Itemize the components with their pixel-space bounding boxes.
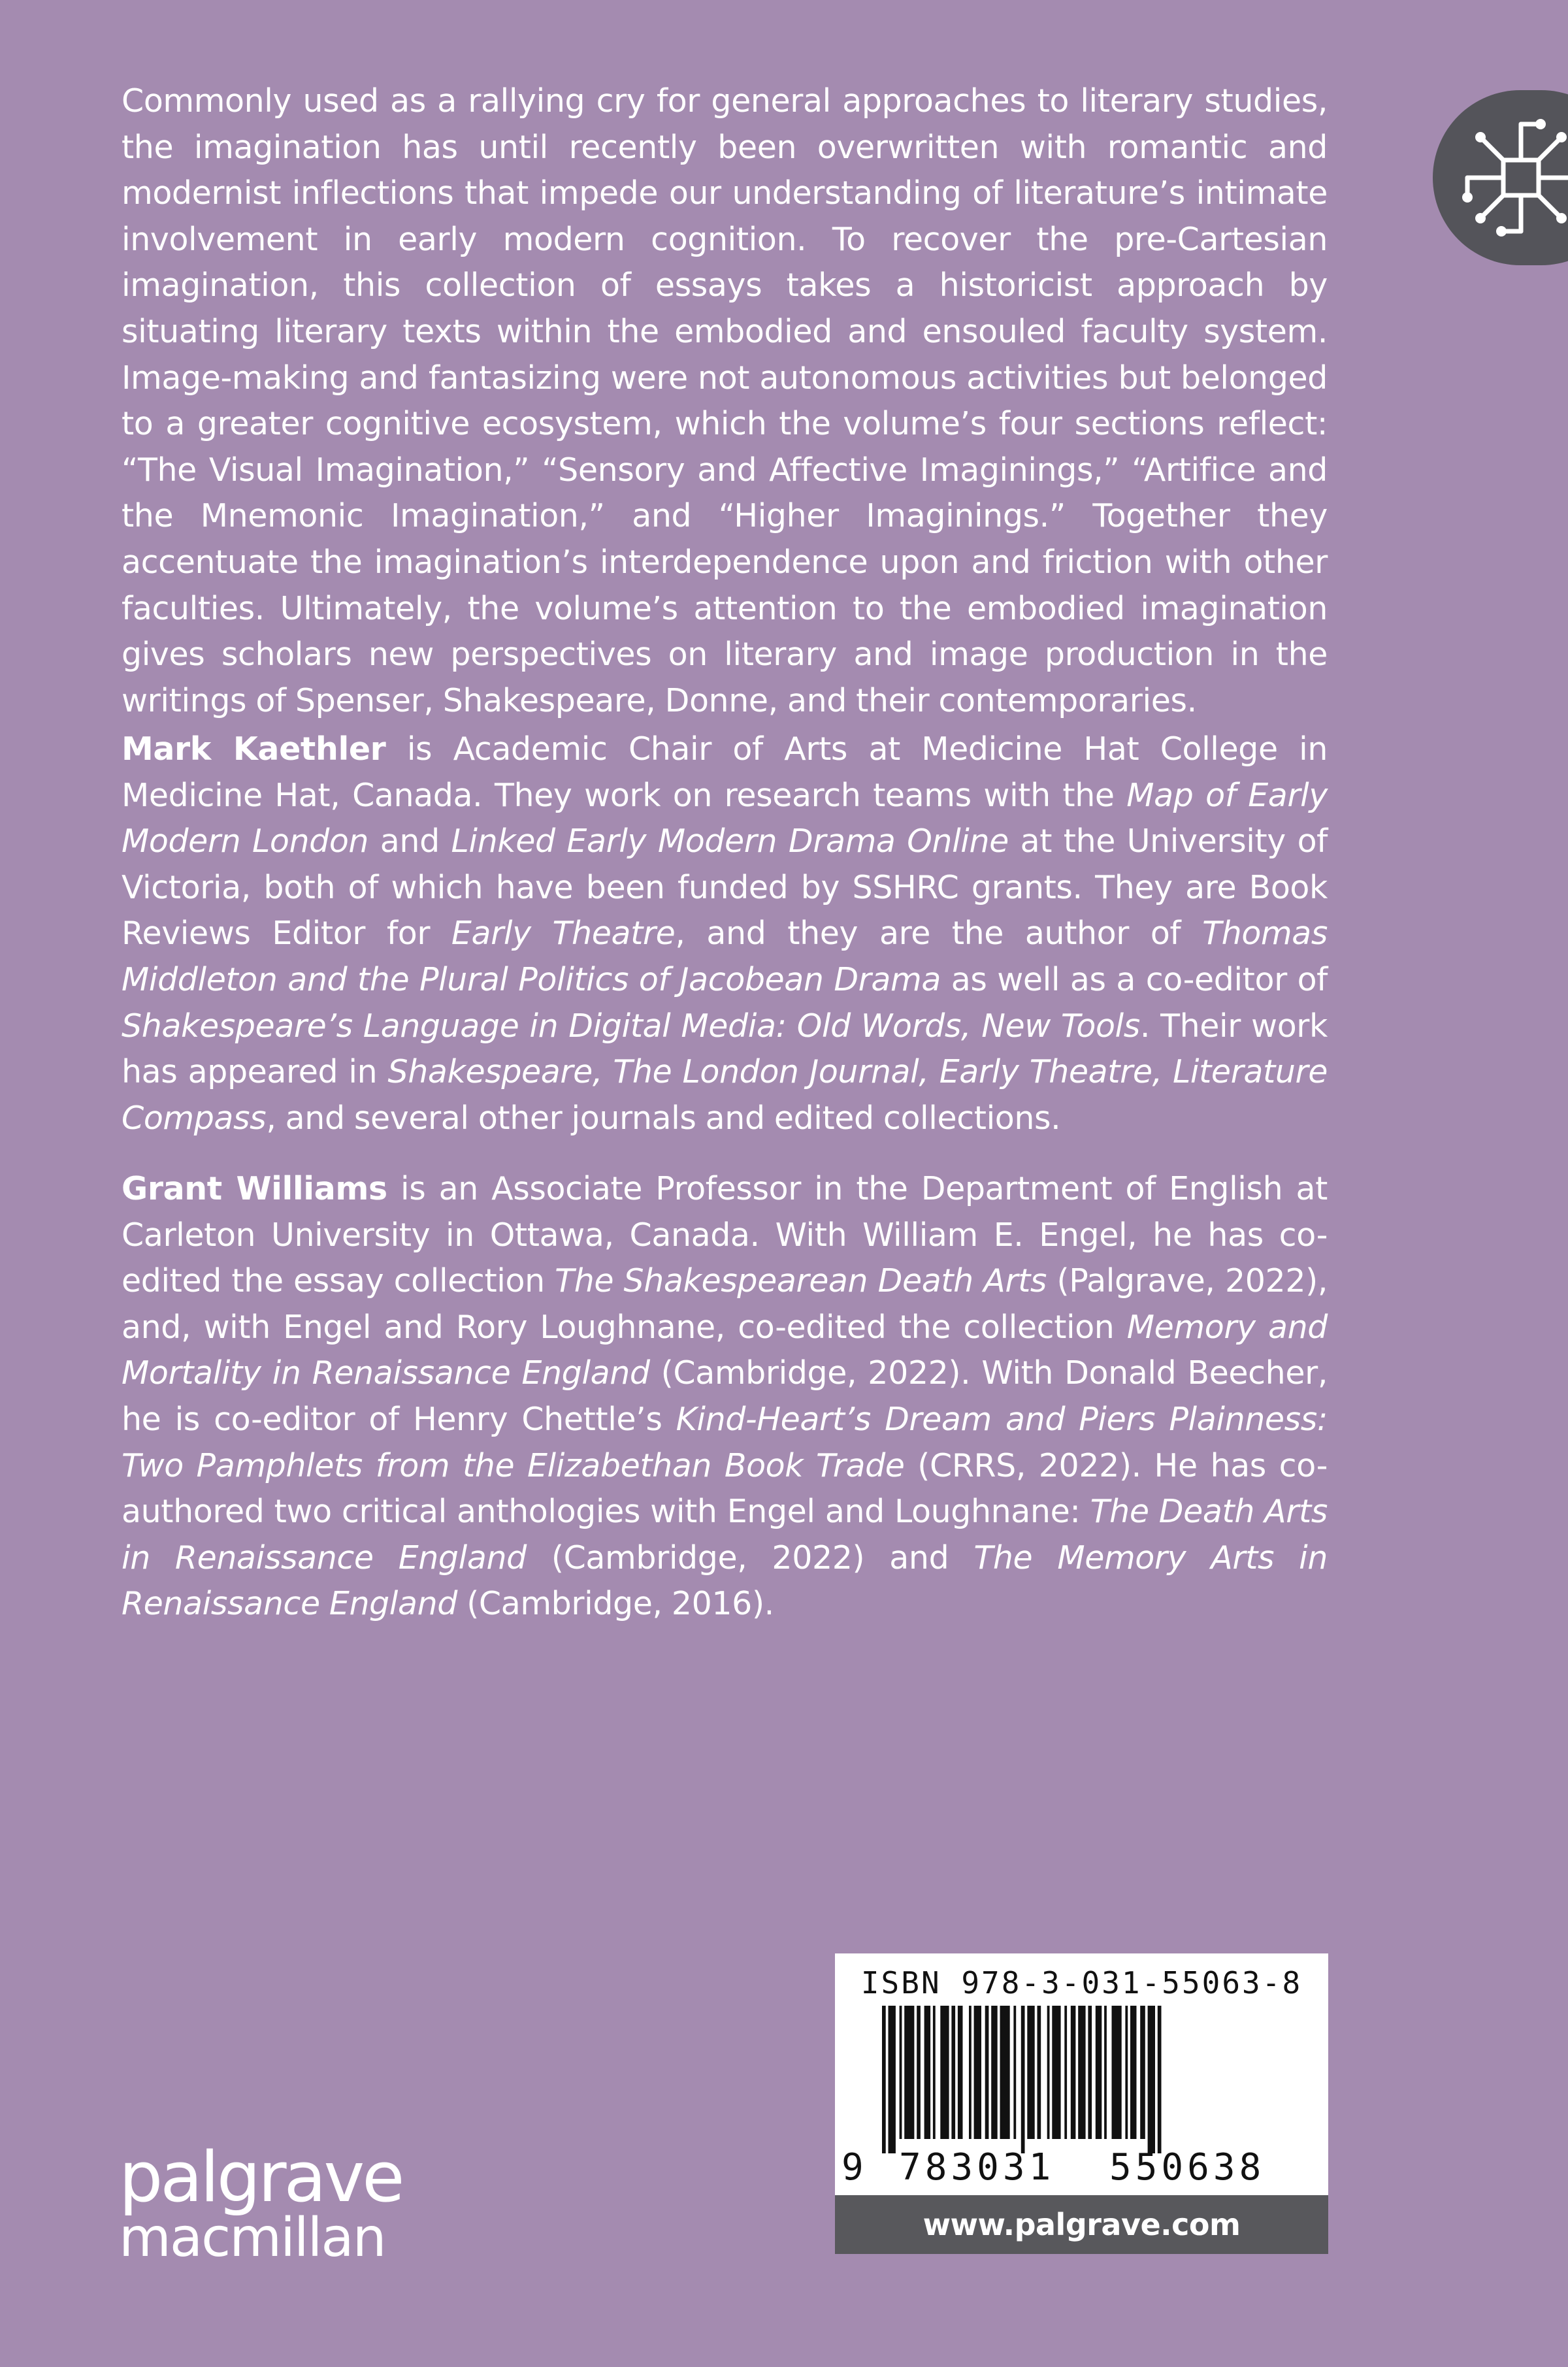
bio-text: , and they are the author of [675, 915, 1203, 953]
barcode-digits [835, 2148, 1328, 2187]
barcode-bar [924, 2006, 931, 2139]
author-name: Mark Kaethler [122, 730, 386, 768]
barcode-bar [974, 2006, 981, 2139]
italic-title: Shakespeare’s Language in Digital Media: Old Words, New Tools [122, 1007, 1140, 1045]
italic-title: The Memory Arts in Renaissance England [122, 1539, 1328, 1623]
author-bio-kaethler [122, 726, 1328, 1141]
barcode-bar [985, 2006, 989, 2139]
barcode-bar [1021, 2006, 1025, 2153]
blurb-paragraph: Commonly used as a rallying cry for general approaches to literary studies, the imagination has until recently been overwritten with romantic and modernist inflections that impede our understanding of literature’s intimate involvement in early modern cognition. To recover the pre-Cartesian imagination, this collection of essays takes a historicist approach by situating literary texts within the embodied and ensouled faculty system. Image-making and fantasizing were not autonomous activities but belonged to a greater cognitive ecosystem, which the volume’s four sections reflect: “The Visual Imagination,” “Sensory and Affective Imaginings,” “Artifice and the Mnemonic Imagination,” and “Higher Imaginings.” Together they accentuate the imagination’s interdependence upon and friction with other faculties. Ultimately, the volume’s attention to the embodied imagination gives scholars new perspectives on literary and image production in the writings of Spenser, Shakespeare, Donne, and their contemporaries. [122, 82, 1328, 719]
barcode-bar [991, 2006, 998, 2139]
bio-text: and [368, 823, 451, 860]
author-name: Grant Williams [122, 1170, 387, 1207]
italic-title: Shakespeare, The London Journal, Early Theatre, Literature Compass [122, 1053, 1328, 1137]
barcode-bar [1104, 2006, 1107, 2139]
author-bio-williams [122, 1166, 1328, 1627]
bio-text: at the University of Victoria, both of which have been funded by SSHRC grants. They are Book Reviews Editor for [122, 823, 1328, 953]
italic-title: Map of Early Modern London [122, 776, 1328, 860]
italic-title: Linked Early Modern Drama Online [451, 823, 1009, 860]
isbn-label: ISBN 978-3-031-55063-8 [860, 1965, 1303, 2000]
barcode-bar [889, 2006, 896, 2153]
barcode-bar [1064, 2006, 1067, 2139]
barcode-bar [1052, 2006, 1060, 2139]
barcode-bar [969, 2006, 972, 2139]
barcode-bar [933, 2006, 936, 2139]
barcode-bar [1037, 2006, 1041, 2139]
barcode-bar [1125, 2006, 1128, 2139]
italic-title: Thomas Middleton and the Plural Politics of Jacobean Drama [122, 915, 1328, 998]
italic-title: Early Theatre [451, 915, 676, 953]
bio-text: (Cambridge, 2022) and [526, 1539, 974, 1576]
barcode-bar [1130, 2006, 1137, 2139]
barcode-bar [1140, 2006, 1145, 2139]
italic-title: Kind-Heart’s Dream and Piers Plainness: Two Pamphlets from the Elizabethan Book Trade [122, 1400, 1328, 1484]
barcode-bar [951, 2006, 955, 2139]
barcode-bar [1078, 2006, 1085, 2139]
barcode-box [835, 1953, 1328, 2195]
italic-title: Memory and Mortality in Renaissance England [122, 1308, 1328, 1392]
barcode-bar [1088, 2006, 1092, 2139]
bio-paragraph [122, 726, 1328, 1141]
barcode-bar [940, 2006, 949, 2139]
barcode-digits-right: 550638 [1109, 2146, 1266, 2189]
italic-title: The Death Arts in Renaissance England [122, 1493, 1328, 1576]
barcode-bar [1112, 2006, 1122, 2139]
book-blurb [122, 78, 1328, 724]
bio-text: , and several other journals and edited collections. [266, 1099, 1061, 1137]
barcode-bar [882, 2006, 886, 2153]
barcode-digits-left: 783031 [899, 2146, 1055, 2189]
logo-palgrave: palgrave [119, 2137, 402, 2217]
barcode-digit-first: 9 [841, 2146, 864, 2189]
barcode-bar [1158, 2006, 1162, 2153]
barcode-bar [958, 2006, 963, 2139]
barcode-bar [1013, 2006, 1016, 2139]
barcode-bar [904, 2006, 914, 2139]
emblem-tab [1433, 90, 1568, 265]
barcode-bar [1000, 2006, 1010, 2139]
publisher-logo [119, 2137, 402, 2269]
barcode-bar [1096, 2006, 1102, 2139]
bio-text: is Academic Chair of Arts at Medicine Hat College in Medicine Hat, Canada. They work on research teams with the [122, 730, 1328, 814]
bio-paragraph [122, 1166, 1328, 1627]
barcode-bar [1047, 2006, 1050, 2139]
publisher-website: www.palgrave.com [835, 2195, 1328, 2254]
bio-text: is an Associate Professor in the Department of English at Carleton University in Ottawa, Canada. With William E. Engel, he has co-edited the essay collection [122, 1170, 1328, 1300]
logo-macmillan: macmillan [119, 2207, 385, 2269]
italic-title: The Shakespearean Death Arts [555, 1262, 1047, 1300]
barcode-bar [1148, 2006, 1155, 2153]
barcode-bar [900, 2006, 902, 2139]
barcode-bar [917, 2006, 921, 2139]
bio-text: (CRRS, 2022). He has co-authored two critical anthologies with Engel and Loughnane: [122, 1446, 1328, 1531]
bio-text: as well as a co-editor of [941, 960, 1328, 998]
barcode-bar [1071, 2006, 1076, 2139]
bio-text: . Their work has appeared in [122, 1007, 1328, 1091]
bio-text: (Cambridge, 2022). With Donald Beecher, he is co-editor of Henry Chettle’s [122, 1354, 1328, 1438]
barcode-icon [882, 2006, 1282, 2153]
springer-emblem-icon [1456, 112, 1568, 243]
bio-text: (Palgrave, 2022), and, with Engel and Rory Loughnane, co-edited the collection [122, 1262, 1328, 1346]
barcode-bar [1027, 2006, 1034, 2139]
bio-text: (Cambridge, 2016). [457, 1585, 774, 1623]
